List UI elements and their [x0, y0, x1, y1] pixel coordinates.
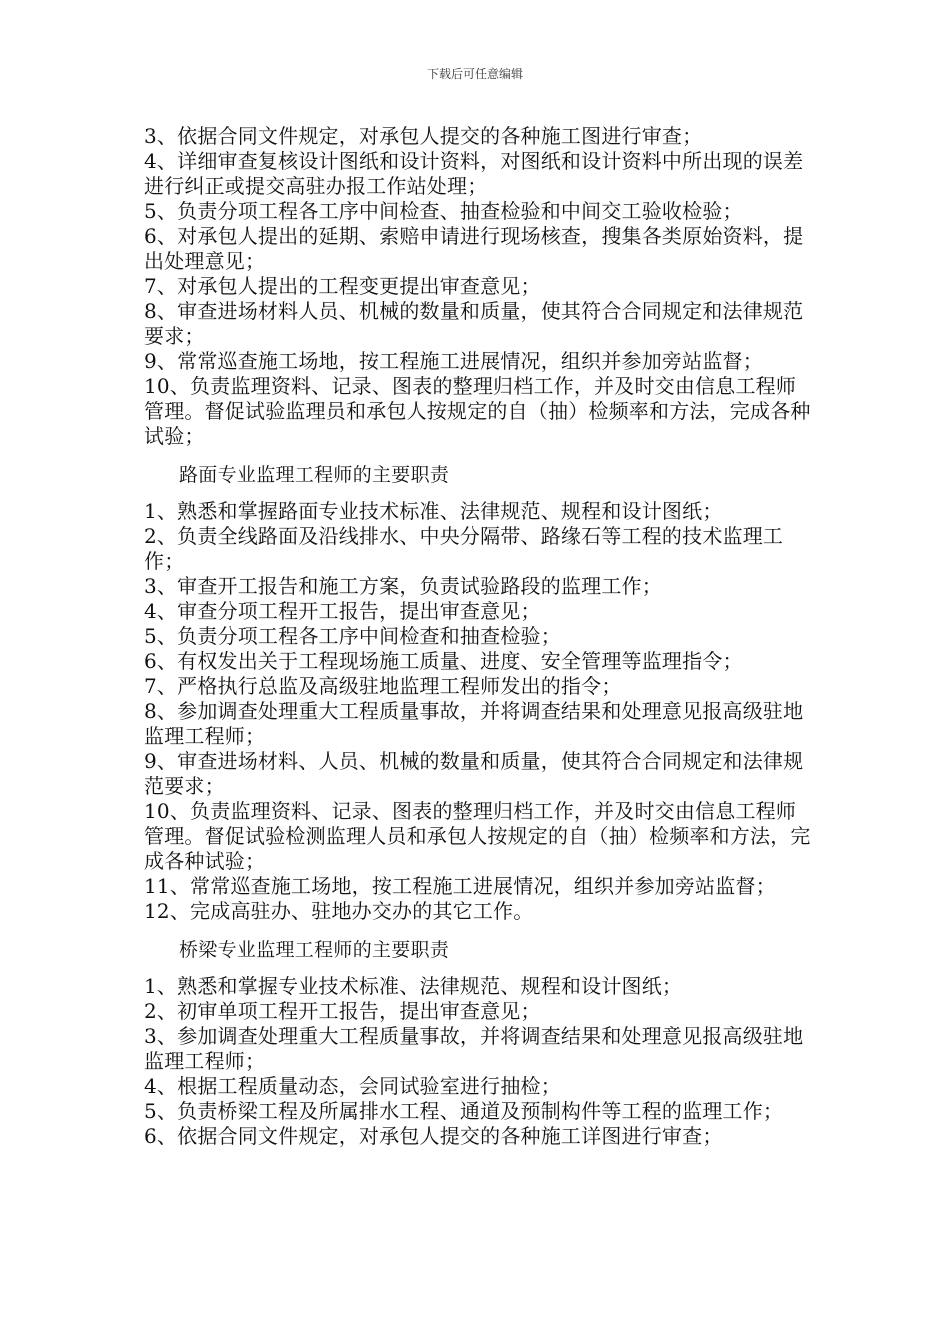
- list-item: 8、参加调查处理重大工程质量事故，并将调查结果和处理意见报高级驻地监理工程师；: [144, 699, 804, 748]
- list-item: 12、完成高驻办、驻地办交办的其它工作。: [144, 899, 534, 923]
- list-item: 1、熟悉和掌握路面专业技术标准、法律规范、规程和设计图纸；: [144, 499, 723, 523]
- list-item: 7、严格执行总监及高级驻地监理工程师发出的指令；: [144, 674, 622, 698]
- list-item: 10、负责监理资料、记录、图表的整理归档工作，并及时交由信息工程师管理。督促试验检测监理人员和承包人按规定的自（抽）检频率和方法，完成各种试验；: [144, 799, 811, 873]
- list-item: 9、常常巡查施工场地，按工程施工进展情况，组织并参加旁站监督；: [144, 349, 763, 373]
- list-item: 1、熟悉和掌握专业技术标准、法律规范、规程和设计图纸；: [144, 974, 683, 998]
- document-body: [144, 124, 812, 1149]
- list-item: 6、有权发出关于工程现场施工质量、进度、安全管理等监理指令；: [144, 649, 743, 673]
- list-item: 6、依据合同文件规定，对承包人提交的各种施工详图进行审查；: [144, 1124, 723, 1148]
- page-header-note: 下载后可任意编辑: [426, 67, 523, 81]
- list-item: 3、依据合同文件规定，对承包人提交的各种施工图进行审查；: [144, 124, 703, 148]
- list-item: 4、详细审查复核设计图纸和设计资料，对图纸和设计资料中所出现的误差进行纠正或提交高驻办报工作站处理；: [144, 149, 804, 198]
- list-item: 3、审查开工报告和施工方案，负责试验路段的监理工作；: [144, 574, 662, 598]
- list-item: 11、常常巡查施工场地，按工程施工进展情况，组织并参加旁站监督；: [144, 874, 776, 898]
- list-item: 6、对承包人提出的延期、索赔申请进行现场核查，搜集各类原始资料，提出处理意见；: [144, 224, 804, 273]
- list-item: 4、审查分项工程开工报告，提出审查意见；: [144, 599, 541, 623]
- section-pavement: [144, 463, 812, 924]
- list-item: 5、负责分项工程各工序中间检查、抽查检验和中间交工验收检验；: [144, 199, 743, 223]
- list-item: 2、初审单项工程开工报告，提出审查意见；: [144, 999, 541, 1023]
- list-item: 9、审查进场材料、人员、机械的数量和质量，使其符合合同规定和法律规范要求；: [144, 749, 804, 798]
- intro-list: [144, 124, 812, 449]
- list-item: 5、负责分项工程各工序中间检查和抽查检验；: [144, 624, 561, 648]
- list-item: 7、对承包人提出的工程变更提出审查意见；: [144, 274, 541, 298]
- list-item: 10、负责监理资料、记录、图表的整理归档工作，并及时交由信息工程师管理。督促试验监理员和承包人按规定的自（抽）检频率和方法，完成各种试验；: [144, 374, 811, 448]
- section-title: 路面专业监理工程师的主要职责: [179, 464, 450, 486]
- section-bridge: [144, 938, 812, 1149]
- section-title: 桥梁专业监理工程师的主要职责: [179, 939, 450, 961]
- list-item: 4、根据工程质量动态，会同试验室进行抽检；: [144, 1074, 561, 1098]
- list-item: 2、负责全线路面及沿线排水、中央分隔带、路缘石等工程的技术监理工作；: [144, 524, 784, 573]
- list-item: 5、负责桥梁工程及所属排水工程、通道及预制构件等工程的监理工作；: [144, 1099, 784, 1123]
- list-item: 3、参加调查处理重大工程质量事故，并将调查结果和处理意见报高级驻地监理工程师；: [144, 1024, 804, 1073]
- list-item: 8、审查进场材料人员、机械的数量和质量，使其符合合同规定和法律规范要求；: [144, 299, 804, 348]
